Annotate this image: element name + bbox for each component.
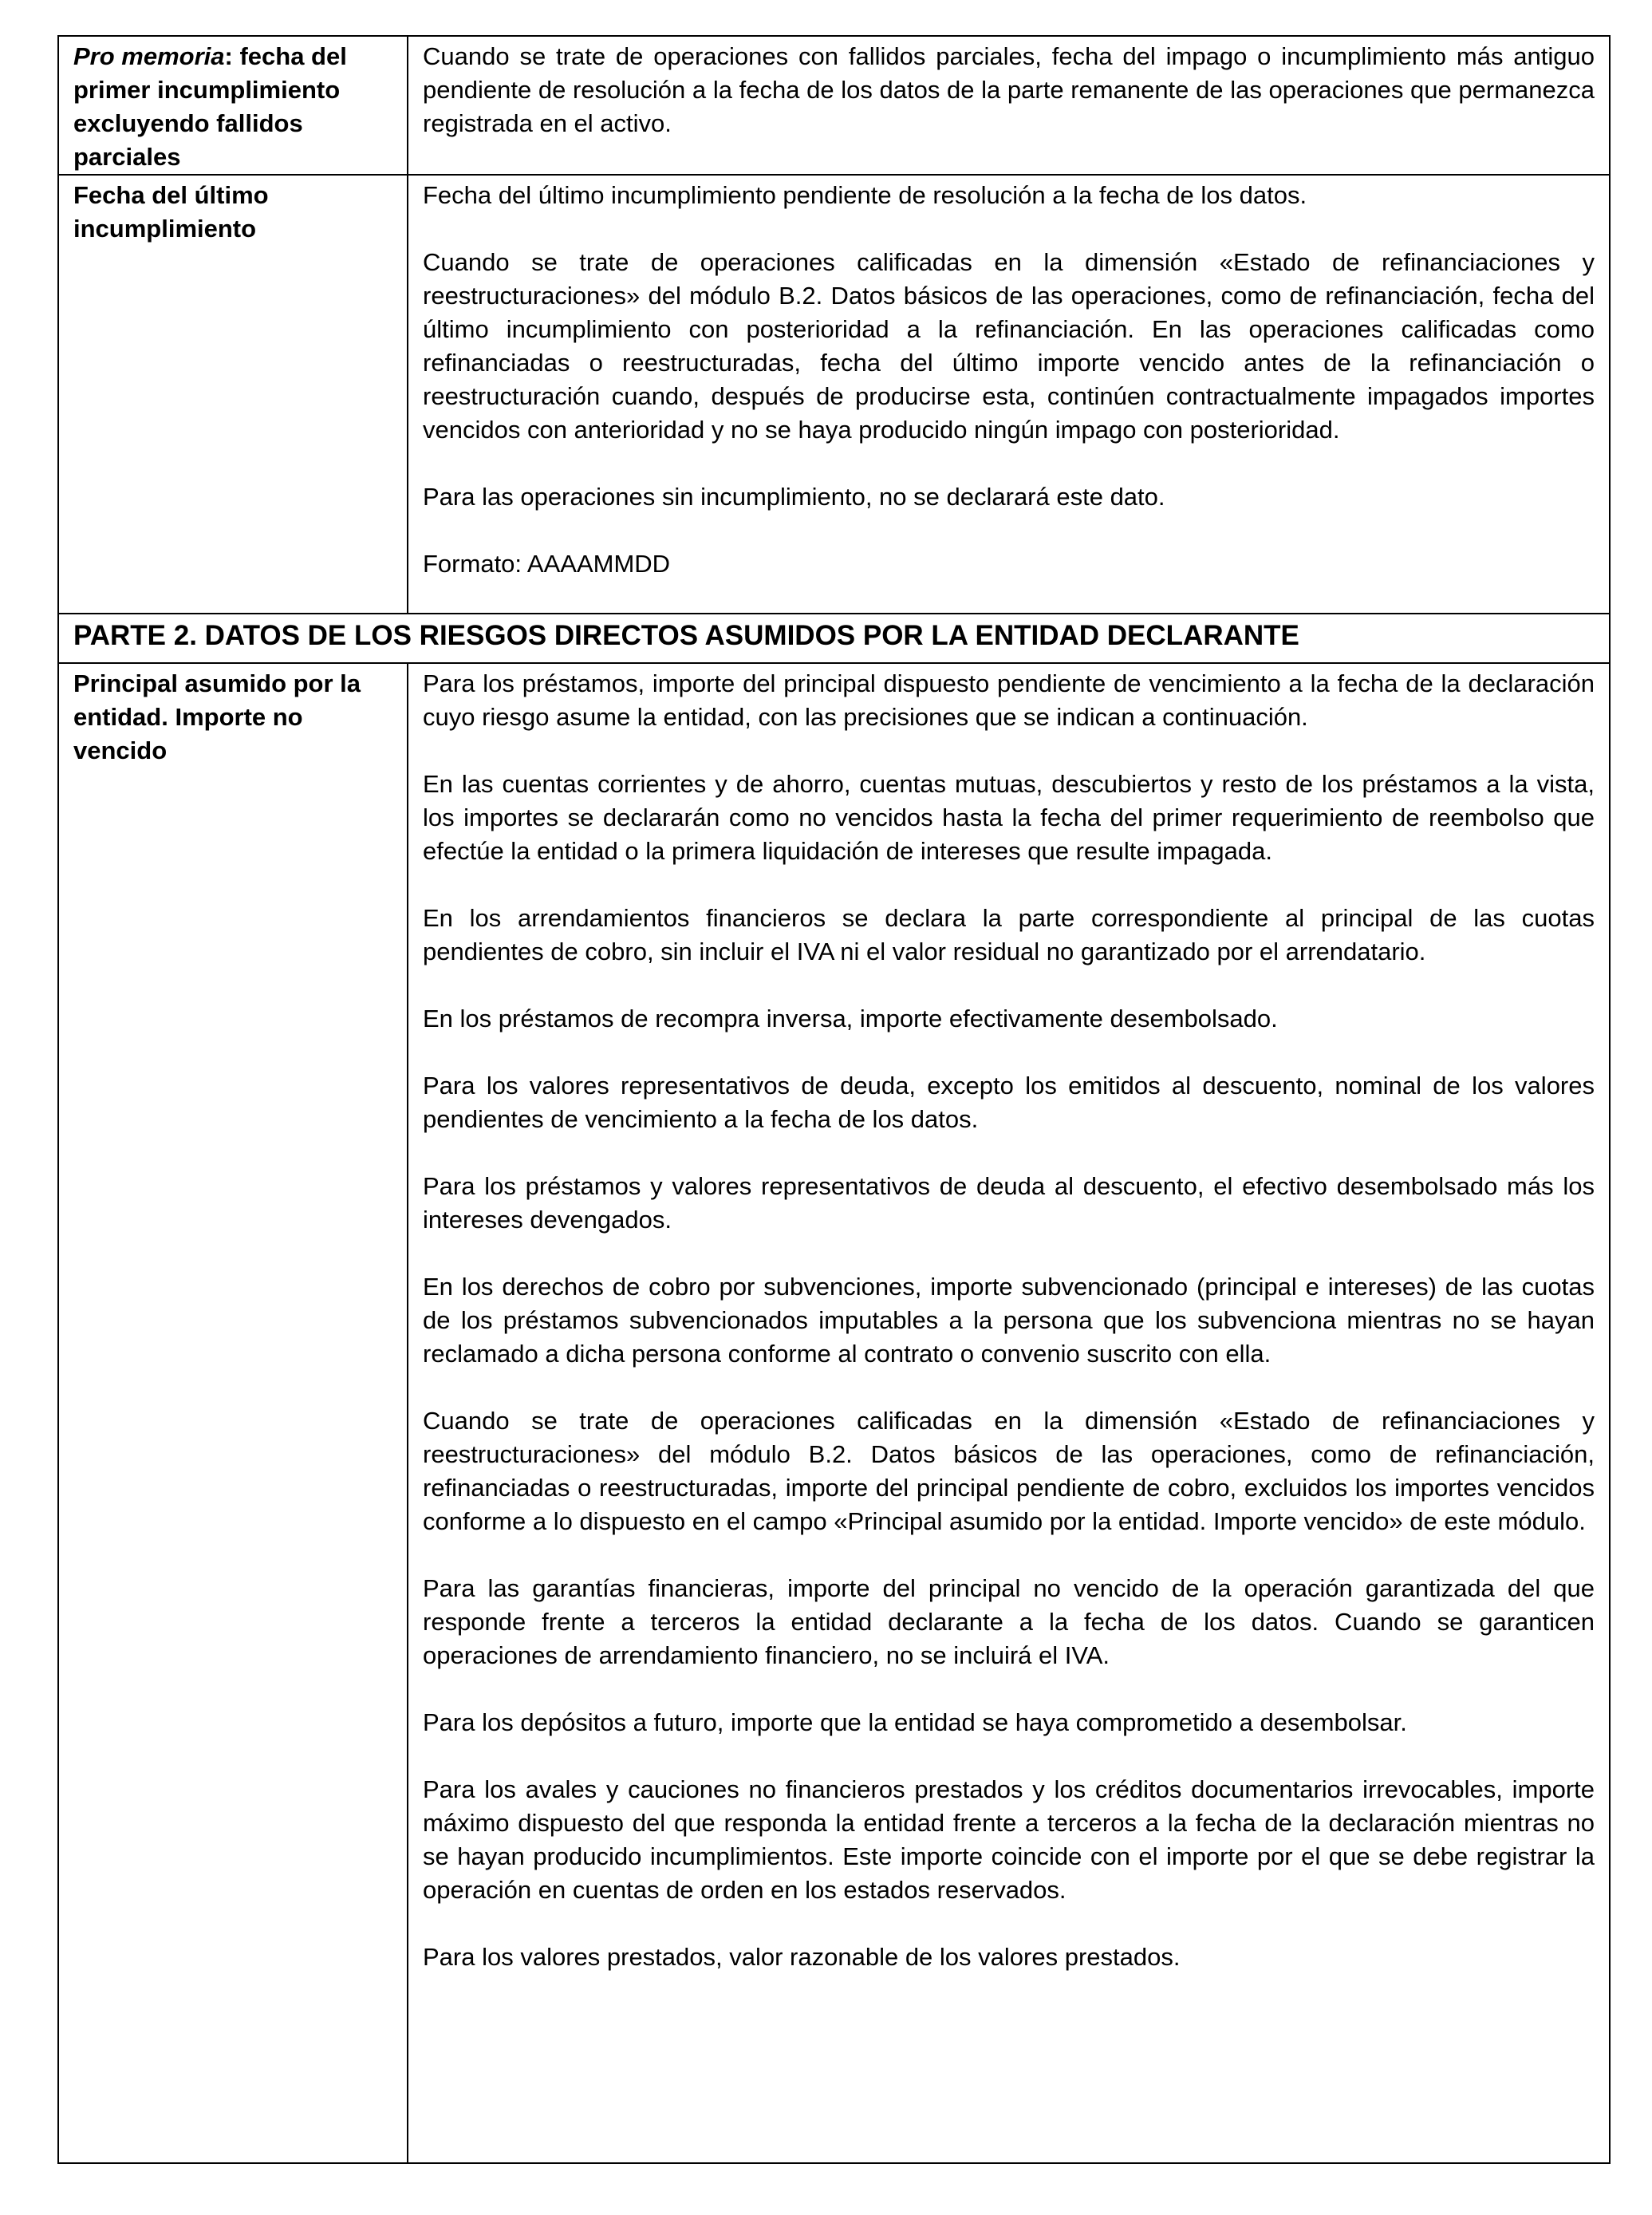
field-description [408, 36, 1610, 175]
paragraph: Para los valores prestados, valor razonable de los valores prestados. [423, 1943, 1181, 1971]
paragraph: Fecha del último incumplimiento pendiente de resolución a la fecha de los datos. [423, 181, 1307, 209]
paragraph: Para los avales y cauciones no financieros prestados y los créditos documentarios irrevocables, importe máximo dispuesto del que responda la entidad frente a terceros a la fecha de la declaración mientras no se hayan producido incumplimientos. Este importe coincide con el importe por el que se debe registrar la operación en cuentas de orden en los estados reservados. [423, 1775, 1595, 1904]
paragraph: Formato: AAAAMMDD [423, 550, 671, 578]
part-heading: PARTE 2. DATOS DE LOS RIESGOS DIRECTOS ASUMIDOS POR LA ENTIDAD DECLARANTE [58, 614, 1610, 663]
field-description [408, 663, 1610, 2163]
field-label: Fecha del último incumplimiento [58, 175, 408, 614]
field-label [58, 36, 408, 175]
field-label-italic: Pro memoria [73, 42, 225, 70]
paragraph: Para los préstamos y valores representativos de deuda al descuento, el efectivo desembolsado más los intereses devengados. [423, 1172, 1595, 1234]
field-label: Principal asumido por la entidad. Importe no vencido [58, 663, 408, 2163]
paragraph: Para los depósitos a futuro, importe que la entidad se haya comprometido a desembolsar. [423, 1708, 1407, 1736]
paragraph: En las cuentas corrientes y de ahorro, cuentas mutuas, descubiertos y resto de los préstamos a la vista, los importes se declararán como no vencidos hasta la fecha del primer requerimiento de reembolso que efectúe la entidad o la primera liquidación de intereses que resulte impagada. [423, 770, 1595, 865]
paragraph: En los derechos de cobro por subvenciones, importe subvencionado (principal e intereses) de las cuotas de los préstamos subvencionados imputables a la persona que los subvenciona mientras no se hayan reclamado a dicha persona conforme al contrato o convenio suscrito con ella. [423, 1273, 1595, 1368]
paragraph: Para los préstamos, importe del principal dispuesto pendiente de vencimiento a la fecha de la declaración cuyo riesgo asume la entidad, con las precisiones que se indican a continuación. [423, 669, 1595, 731]
paragraph: Cuando se trate de operaciones con fallidos parciales, fecha del impago o incumplimiento más antiguo pendiente de resolución a la fecha de los datos de la parte remanente de las operaciones que permanezca registrada en el activo. [423, 42, 1595, 137]
paragraph: Para las operaciones sin incumplimiento, no se declarará este dato. [423, 483, 1165, 511]
table-row [58, 175, 1610, 614]
paragraph: Para las garantías financieras, importe del principal no vencido de la operación garantizada del que responde frente a terceros la entidad declarante a la fecha de los datos. Cuando se garanticen operaciones de arrendamiento financiero, no se incluirá el IVA. [423, 1574, 1595, 1669]
paragraph: Cuando se trate de operaciones calificadas en la dimensión «Estado de refinanciaciones y reestructuraciones» del módulo B.2. Datos básicos de las operaciones, como de refinanciación, refinanciadas o reestructuradas, importe del principal pendiente de cobro, excluidos los importes vencidos conforme a lo dispuesto en el campo «Principal asumido por la entidad. Importe vencido» de este módulo. [423, 1407, 1595, 1535]
paragraph: En los préstamos de recompra inversa, importe efectivamente desembolsado. [423, 1005, 1278, 1032]
document-table [57, 35, 1611, 2164]
field-label-rest: : fecha del primer incumplimiento excluyendo fallidos parciales [73, 42, 347, 171]
section-heading-row [58, 614, 1610, 663]
paragraph: Para los valores representativos de deuda, excepto los emitidos al descuento, nominal de los valores pendientes de vencimiento a la fecha de los datos. [423, 1072, 1595, 1133]
table-row [58, 663, 1610, 2163]
table-row [58, 36, 1610, 175]
field-description [408, 175, 1610, 614]
paragraph: Cuando se trate de operaciones calificadas en la dimensión «Estado de refinanciaciones y reestructuraciones» del módulo B.2. Datos básicos de las operaciones, como de refinanciación, fecha del último incumplimiento con posterioridad a la refinanciación. En las operaciones calificadas como refinanciadas o reestructuradas, fecha del último importe vencido antes de la refinanciación o reestructuración cuando, después de producirse esta, continúen contractualmente impagados importes vencidos con anterioridad y no se haya producido ningún impago con posterioridad. [423, 248, 1595, 444]
paragraph: En los arrendamientos financieros se declara la parte correspondiente al principal de las cuotas pendientes de cobro, sin incluir el IVA ni el valor residual no garantizado por el arrendatario. [423, 904, 1595, 965]
